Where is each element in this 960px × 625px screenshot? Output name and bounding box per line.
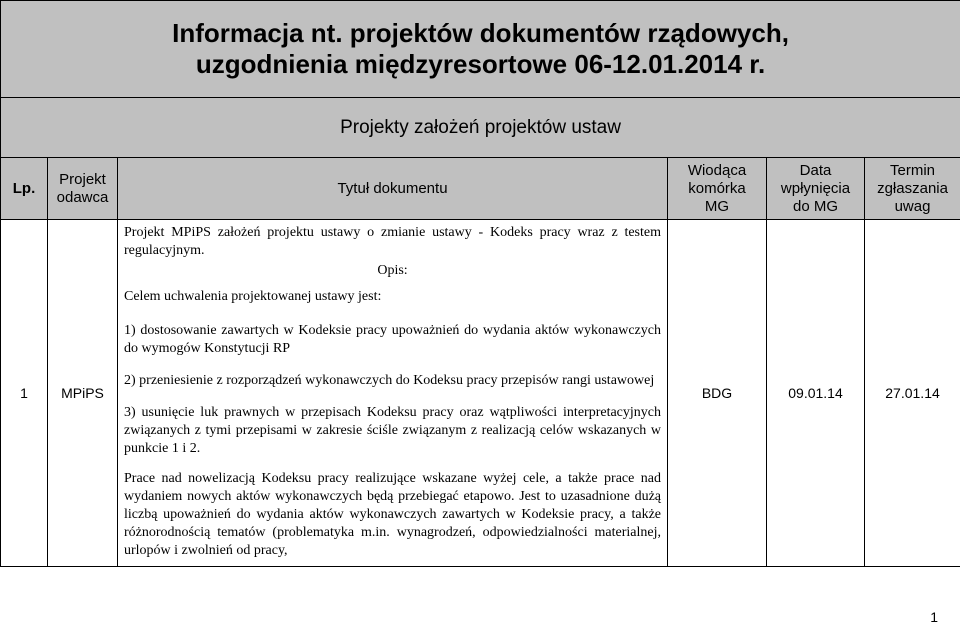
cell-termin-uwag: 27.01.14 (865, 220, 960, 567)
point-2: 2) przeniesienie z rozporządzeń wykonawczych do Kodeksu pracy przepisów rangi ustawowej (124, 373, 655, 388)
cell-komorka: BDG (668, 220, 767, 567)
page-number: 1 (930, 609, 938, 625)
closing-text: Prace nad nowelizacją Kodeksu pracy realizujące wskazane wyżej cele, a także prace nad wydaniem nowych aktów wykonawczych będą przebiegać etapowo. Jest to uzasadnione dużą liczbą upoważnień do wydania aktów wykonawczych zawartych w Kodeksie pracy, a także różnorodnością tematów (problematyka m.in. wynagrodzeń, odpowiedzialności materialnej, urlopów i zwolnień od pracy, (124, 471, 661, 558)
point-3: 3) usunięcie luk prawnych w przepisach Kodeksu pracy oraz wątpliwości interpretacyjnych związanych z tymi przepisami w zakresie ściśle związanym z realizacją celów wskazanych w punkcie 1 i 2. (124, 405, 661, 456)
section-subtitle: Projekty założeń projektów ustaw (1, 98, 960, 158)
header-data-wplyniecia: Data wpłynięcia do MG (767, 158, 865, 220)
header-termin-uwag: Termin zgłaszania uwag (865, 158, 960, 220)
header-projektodawca: Projekt odawca (48, 158, 118, 220)
header-lp: Lp. (1, 158, 48, 220)
title-line-1: Informacja nt. projektów dokumentów rządowych, (172, 18, 789, 48)
cell-data-wplyniecia: 09.01.14 (767, 220, 865, 567)
document-title-text: Projekt MPiPS założeń projektu ustawy o zmianie ustawy - Kodeks pracy wraz z testem regulacyjnym. (124, 225, 661, 258)
header-wiodaca-komorka: Wiodąca komórka MG (668, 158, 767, 220)
opis-label: Opis: (377, 263, 408, 278)
header-tytul: Tytuł dokumentu (118, 158, 668, 220)
intro-text: Celem uchwalenia projektowanej ustawy jest: (124, 289, 382, 304)
cell-tytul-dokumentu (118, 220, 668, 567)
table-row (1, 220, 960, 567)
cell-projektodawca: MPiPS (48, 220, 118, 567)
point-1: 1) dostosowanie zawartych w Kodeksie pracy upoważnień do wydania aktów wykonawczych do wymogów Konstytucji RP (124, 323, 661, 356)
title-line-2: uzgodnienia międzyresortowe 06-12.01.2014 r. (195, 49, 766, 79)
document-title (1, 1, 960, 98)
cell-lp: 1 (1, 220, 48, 567)
